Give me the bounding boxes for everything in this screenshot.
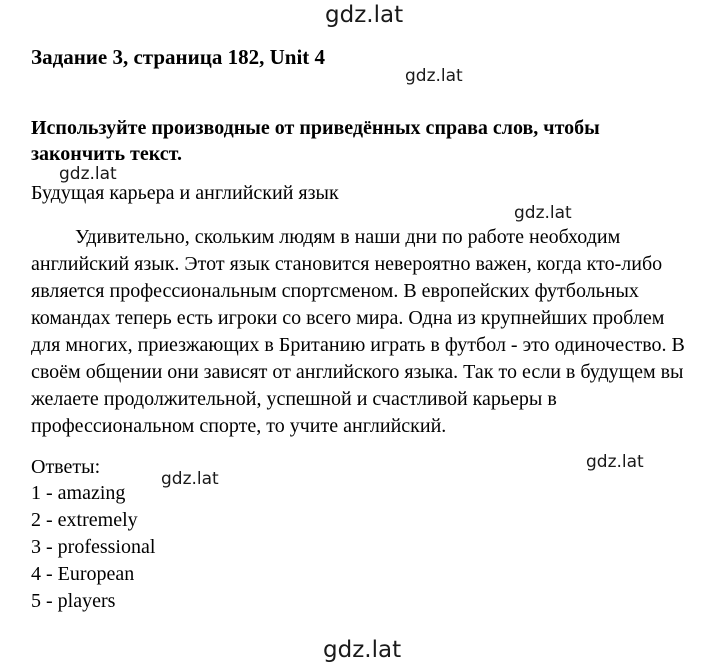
answers-label: Ответы: <box>31 456 101 478</box>
answer-item-4: 4 - European <box>31 563 135 585</box>
paragraph-line-8: профессиональном спорте, то учите английский. <box>31 415 447 437</box>
paragraph-line-1: Удивительно, скольким людям в наши дни по работе необходим <box>75 226 621 248</box>
paragraph-line-7: желаете продолжительной, успешной и счастливой карьеры в <box>31 388 557 410</box>
text-subtitle: Будущая карьера и английский язык <box>31 182 339 204</box>
watermark-answers-left: gdz.lat <box>161 469 219 489</box>
answer-item-2: 2 - extremely <box>31 509 138 531</box>
watermark-instruction: gdz.lat <box>59 164 117 184</box>
paragraph-line-3: является профессиональным спортсменом. В европейских футбольных <box>31 280 639 302</box>
watermark-heading: gdz.lat <box>405 66 463 86</box>
page-title: Задание 3, страница 182, Unit 4 <box>31 45 326 69</box>
instruction-line-2: закончить текст. <box>31 143 182 165</box>
watermark-answers-right: gdz.lat <box>586 452 644 472</box>
watermark-subtitle: gdz.lat <box>514 203 572 223</box>
watermark-bottom: gdz.lat <box>323 637 402 663</box>
instruction-line-1: Используйте производные от приведённых справа слов, чтобы <box>31 117 600 139</box>
paragraph-line-4: командах теперь есть игроки со всего мира. Одна из крупнейших проблем <box>31 307 665 329</box>
answer-item-1: 1 - amazing <box>31 482 126 504</box>
answer-item-3: 3 - professional <box>31 536 156 558</box>
watermark-top: gdz.lat <box>325 2 404 28</box>
answer-item-5: 5 - players <box>31 590 116 612</box>
paragraph-line-2: английский язык. Этот язык становится невероятно важен, когда кто-либо <box>31 253 663 275</box>
paragraph-line-6: своём общении они зависят от английского языка. Так то если в будущем вы <box>31 361 684 383</box>
paragraph-line-5: для многих, приезжающих в Британию играть в футбол - это одиночество. В <box>31 334 685 356</box>
